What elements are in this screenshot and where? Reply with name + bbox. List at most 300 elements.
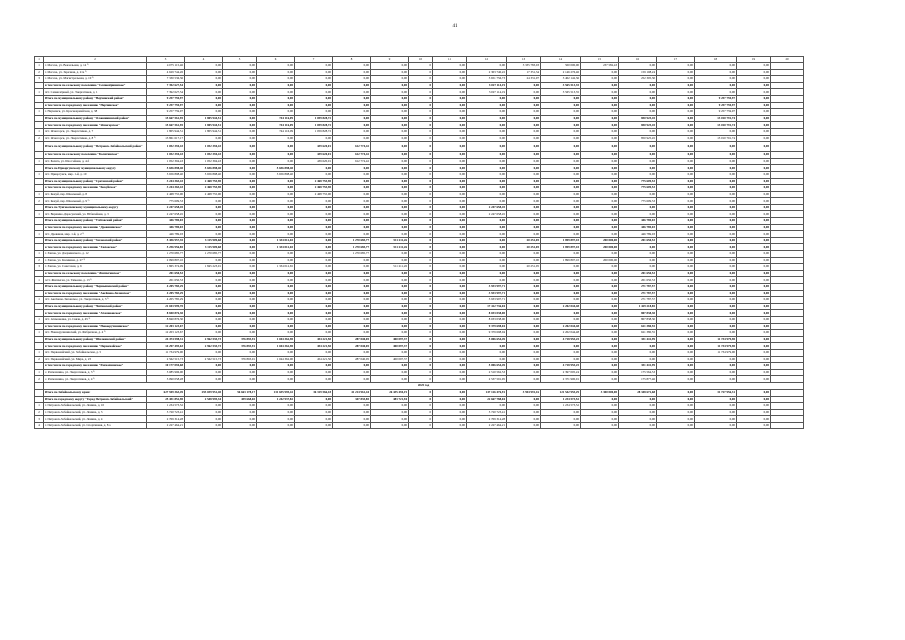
table-cell: 0 xyxy=(409,369,433,376)
table-cell: 4 718 955,25 xyxy=(541,336,581,343)
row-number: 2 xyxy=(35,135,44,142)
row-label: п/ст. Жипхеген, ул. Тимеева, д. 13 ²⁾ xyxy=(44,277,147,284)
table-cell: 17 412 736,04 xyxy=(467,303,507,310)
table-cell: 0,00 xyxy=(185,76,223,83)
table-cell: 0,00 xyxy=(737,76,771,83)
table-cell: 8 033 038,00 xyxy=(467,316,507,323)
table-cell: 0,00 xyxy=(581,211,619,218)
table-cell: 0,00 xyxy=(581,198,619,205)
table-cell: 0 xyxy=(409,158,433,165)
row-label: в том числе по сельскому поселению "Семиозёрнинское" xyxy=(44,82,147,89)
table-cell: 0,00 xyxy=(737,128,771,135)
table-cell: 376 893,91 xyxy=(223,356,257,363)
row-number: 2 xyxy=(35,69,44,76)
row-number: 1 xyxy=(35,171,44,178)
table-cell: 0,00 xyxy=(581,165,619,172)
table-cell: 511 211,26 xyxy=(371,237,409,244)
table-cell: 0,00 xyxy=(737,343,771,350)
table-cell: 0,00 xyxy=(737,251,771,258)
table-cell: 1 270 685,77 xyxy=(147,251,185,258)
table-cell: 5 006 654,49 xyxy=(467,336,507,343)
table-cell xyxy=(771,257,804,264)
table-cell: 0,00 xyxy=(467,142,507,152)
table-cell: 0,00 xyxy=(657,198,695,205)
table-cell: 7 330 536,36 xyxy=(147,76,185,83)
table-cell xyxy=(771,152,804,159)
table-cell xyxy=(771,82,804,89)
table-cell: 0,00 xyxy=(737,356,771,363)
column-number: 14 xyxy=(541,57,581,63)
table-cell: 0,00 xyxy=(185,369,223,376)
row-number xyxy=(35,115,44,122)
table-cell: 0,00 xyxy=(257,178,295,185)
table-cell: 0,00 xyxy=(695,323,737,330)
table-cell: 0,00 xyxy=(737,369,771,376)
table-cell: 0,00 xyxy=(507,303,541,310)
table-cell: 0 xyxy=(409,128,433,135)
table-cell: 612 774,42 xyxy=(333,152,371,159)
table-cell: 347 835,85 xyxy=(333,396,371,403)
table-cell: 627 949 363,49 xyxy=(147,389,185,396)
subtotal-row xyxy=(35,290,804,297)
table-cell: 3 565 513,35 xyxy=(541,89,581,96)
table-cell: 0,00 xyxy=(257,257,295,264)
table-cell: 0,00 xyxy=(619,422,657,429)
table-cell: 0,00 xyxy=(185,198,223,205)
table-cell xyxy=(771,376,804,383)
table-cell: 0,00 xyxy=(507,251,541,258)
table-cell xyxy=(771,211,804,218)
table-cell: 147 126 476,91 xyxy=(467,389,507,396)
table-cell: 0,00 xyxy=(467,185,507,192)
table-cell: 0,00 xyxy=(541,284,581,291)
table-cell: 0,00 xyxy=(433,95,467,102)
table-cell: 0,00 xyxy=(185,211,223,218)
table-cell: 0,00 xyxy=(295,109,333,116)
table-cell: 0 xyxy=(409,152,433,159)
row-label: пгт. Атамановка, ул. Связи, д. 45 ²⁾ xyxy=(44,316,147,323)
table-cell: 0,00 xyxy=(371,330,409,337)
subtotal-row xyxy=(35,323,804,330)
table-cell: 483 721,94 xyxy=(371,396,409,403)
table-cell: 2 468 755,90 xyxy=(185,185,223,192)
table-cell xyxy=(771,63,804,70)
table-cell: 0,00 xyxy=(433,135,467,142)
row-number: 3 xyxy=(35,264,44,271)
subtotal-row xyxy=(35,284,804,291)
subtotal-row xyxy=(35,244,804,251)
table-cell: 0,00 xyxy=(657,257,695,264)
table-cell: 0,00 xyxy=(541,95,581,102)
table-cell: 1 234 573,52 xyxy=(541,403,581,410)
table-cell: 0,00 xyxy=(223,310,257,317)
table-cell: 0 xyxy=(409,142,433,152)
table-cell: 0,00 xyxy=(507,82,541,89)
table-cell: 0,00 xyxy=(657,224,695,231)
table-cell: 0,00 xyxy=(541,218,581,225)
table-cell: 0,00 xyxy=(541,310,581,317)
table-cell: 0,00 xyxy=(737,135,771,142)
table-cell: 775 609,53 xyxy=(147,198,185,205)
table-cell: 0,00 xyxy=(371,297,409,304)
table-cell: 20 251,05 xyxy=(507,244,541,251)
table-cell xyxy=(771,237,804,244)
table-cell: 0,00 xyxy=(581,363,619,370)
table-cell: 201 650,53 xyxy=(619,270,657,277)
table-cell: 0,00 xyxy=(185,422,223,429)
table-cell: 271 787,57 xyxy=(619,284,657,291)
table-cell: 0,00 xyxy=(619,89,657,96)
table-cell: 0,00 xyxy=(433,409,467,416)
table-cell: 0,00 xyxy=(657,376,695,383)
table-cell: 0,00 xyxy=(581,290,619,297)
table-cell: 0,00 xyxy=(737,244,771,251)
table-cell: 0,00 xyxy=(737,316,771,323)
table-cell: 0,00 xyxy=(433,264,467,271)
table-cell: 0,00 xyxy=(657,336,695,343)
table-cell: 0,00 xyxy=(467,109,507,116)
table-cell: 0 xyxy=(409,185,433,192)
table-cell: 0,00 xyxy=(507,270,541,277)
table-cell: 13 010 791,74 xyxy=(695,122,737,129)
row-label: Итого по муниципальному району "Хилокский район" xyxy=(44,237,147,244)
table-cell: 0 xyxy=(409,76,433,83)
row-number: 1 xyxy=(35,191,44,198)
table-cell: 0,00 xyxy=(467,244,507,251)
table-cell: 0,00 xyxy=(185,257,223,264)
table-cell: 0,00 xyxy=(223,264,257,271)
table-cell: 0,00 xyxy=(619,396,657,403)
table-cell: 0,00 xyxy=(433,198,467,205)
table-cell: 2 548 995,34 xyxy=(185,396,223,403)
table-cell: 0,00 xyxy=(257,142,295,152)
table-cell: 0,00 xyxy=(737,142,771,152)
row-number xyxy=(35,142,44,152)
table-cell: 0,00 xyxy=(657,396,695,403)
table-cell: 0,00 xyxy=(657,389,695,396)
table-cell: 0,00 xyxy=(295,198,333,205)
table-cell: 0,00 xyxy=(333,204,371,211)
table-cell: 2 562 515,73 xyxy=(147,356,185,363)
table-cell: 0,00 xyxy=(185,403,223,410)
table-cell: 0,00 xyxy=(333,257,371,264)
table-cell: 0,00 xyxy=(295,323,333,330)
table-cell: 0,00 xyxy=(507,89,541,96)
table-cell: 0,00 xyxy=(657,135,695,142)
table-cell: 13 010 791,74 xyxy=(695,135,737,142)
table-cell: 4 718 955,25 xyxy=(541,363,581,370)
year-row xyxy=(35,382,804,389)
table-cell: 0,00 xyxy=(507,142,541,152)
table-cell: 0,00 xyxy=(223,369,257,376)
table-cell: 0,00 xyxy=(295,409,333,416)
table-cell: 0,00 xyxy=(433,251,467,258)
table-cell: 0,00 xyxy=(737,171,771,178)
row-label: в том числе по сельскому поселению "Балягинское" xyxy=(44,152,147,159)
table-cell: 0,00 xyxy=(507,323,541,330)
table-cell: 0,00 xyxy=(657,349,695,356)
column-number: 7 xyxy=(295,57,333,63)
row-label: г. Хилок, ул. Советская, д. 6 xyxy=(44,264,147,271)
table-cell: 0,00 xyxy=(507,128,541,135)
table-cell: 0,00 xyxy=(257,152,295,159)
table-cell: 0,00 xyxy=(695,257,737,264)
table-cell: 0 xyxy=(409,389,433,396)
subtotal-row xyxy=(35,389,804,396)
table-cell: 0,00 xyxy=(185,284,223,291)
table-row xyxy=(35,422,804,429)
table-cell: 0,00 xyxy=(657,89,695,96)
table-cell: 0,00 xyxy=(507,158,541,165)
table-cell: 0,00 xyxy=(467,102,507,109)
table-cell: 0,00 xyxy=(507,109,541,116)
row-label: в том числе по городскому поселению "Кокуйское" xyxy=(44,185,147,192)
table-cell: 0,00 xyxy=(737,422,771,429)
table-cell: 0,00 xyxy=(737,409,771,416)
table-cell: 0,00 xyxy=(507,231,541,238)
table-cell xyxy=(771,316,804,323)
table-cell: 0,00 xyxy=(507,135,541,142)
table-cell: 0 xyxy=(409,336,433,343)
table-cell: 3 335 783,03 xyxy=(507,63,541,70)
table-cell xyxy=(771,251,804,258)
table-cell: 0,00 xyxy=(371,363,409,370)
table-cell: 0,00 xyxy=(657,204,695,211)
row-label: с. Размахнино, ул. Энергетиков, д. 3 ²⁾ xyxy=(44,369,147,376)
row-number: 2 xyxy=(35,409,44,416)
table-cell: 0,00 xyxy=(223,142,257,152)
table-cell: 12 203 123,67 xyxy=(147,330,185,337)
table-cell: 0,00 xyxy=(581,191,619,198)
table-cell: 0,00 xyxy=(185,69,223,76)
table-cell: 0,00 xyxy=(223,224,257,231)
table-cell: 56 663 178,17 xyxy=(223,389,257,396)
table-cell: 0 xyxy=(409,323,433,330)
table-cell: 0,00 xyxy=(295,251,333,258)
table-cell: 0,00 xyxy=(295,165,333,172)
table-cell: 0,00 xyxy=(333,95,371,102)
table-cell xyxy=(771,297,804,304)
table-cell: 439 620,01 xyxy=(295,158,333,165)
table-cell: 2 709 314,28 xyxy=(147,416,185,423)
table-cell: 0,00 xyxy=(507,336,541,343)
table-cell: 1 270 685,77 xyxy=(333,244,371,251)
table-cell: 5 006 654,49 xyxy=(467,363,507,370)
table-cell: 2 468 755,90 xyxy=(295,178,333,185)
table-cell: 511 211,26 xyxy=(371,244,409,251)
table-cell: 1 805 944,51 xyxy=(185,122,223,129)
table-cell: 11 734 979,90 xyxy=(695,343,737,350)
table-row xyxy=(35,76,804,83)
table-cell: 0,00 xyxy=(371,198,409,205)
table-cell: 0,00 xyxy=(185,63,223,70)
page-number: 41 xyxy=(452,24,458,29)
table-row xyxy=(35,128,804,135)
table-cell: 0 xyxy=(409,422,433,429)
table-cell: 0,00 xyxy=(467,63,507,70)
table-cell: 14 297 495,63 xyxy=(147,343,185,350)
table-cell: 5 720 723,41 xyxy=(467,409,507,416)
subtotal-row xyxy=(35,95,804,102)
table-cell: 0,00 xyxy=(541,290,581,297)
table-cell: 446 789,03 xyxy=(147,231,185,238)
table-cell: 0,00 xyxy=(257,185,295,192)
table-cell: 3 933 997,71 xyxy=(467,290,507,297)
table-cell: 0,00 xyxy=(433,158,467,165)
row-number xyxy=(35,82,44,89)
table-cell: 0,00 xyxy=(695,284,737,291)
table-cell: 0,00 xyxy=(581,284,619,291)
table-cell: 0,00 xyxy=(223,109,257,116)
table-cell: 3 115 909,68 xyxy=(185,237,223,244)
table-cell xyxy=(35,382,44,389)
table-cell: 0,00 xyxy=(581,158,619,165)
table-cell: 0,00 xyxy=(737,277,771,284)
table-cell: 0 xyxy=(409,284,433,291)
table-cell: 0,00 xyxy=(333,303,371,310)
table-cell: 1 805 944,51 xyxy=(147,128,185,135)
table-cell: 0,00 xyxy=(223,165,257,172)
table-cell: 0,00 xyxy=(223,231,257,238)
table-cell: 0,00 xyxy=(581,310,619,317)
table-cell: 446 789,03 xyxy=(147,224,185,231)
row-label: в том числе по городскому поселению "Первомайское" xyxy=(44,343,147,350)
table-cell: 0,00 xyxy=(185,89,223,96)
table-cell: 0,00 xyxy=(541,115,581,122)
table-cell: 0,00 xyxy=(541,171,581,178)
table-cell: 0,00 xyxy=(467,191,507,198)
table-cell xyxy=(771,142,804,152)
table-row xyxy=(35,231,804,238)
table-row xyxy=(35,257,804,264)
table-cell: 0,00 xyxy=(581,95,619,102)
table-cell: 2 962 535,73 xyxy=(185,343,223,350)
table-cell: 3 933 997,71 xyxy=(467,284,507,291)
column-number: 5 xyxy=(223,57,257,63)
table-cell: 0,00 xyxy=(257,284,295,291)
table-cell: 3 933 997,71 xyxy=(467,297,507,304)
row-number xyxy=(35,363,44,370)
table-cell: 0,00 xyxy=(223,122,257,129)
table-cell: 0,00 xyxy=(433,297,467,304)
table-cell: 0,00 xyxy=(371,270,409,277)
table-cell: 0,00 xyxy=(695,128,737,135)
row-number: 2 xyxy=(35,198,44,205)
table-cell: 0,00 xyxy=(223,178,257,185)
table-cell: 0,00 xyxy=(433,323,467,330)
row-label: г. Могоча, ул. Вокзальная, д. 14 ²⁾ xyxy=(44,63,147,70)
table-cell: 0,00 xyxy=(371,416,409,423)
table-cell: 0,00 xyxy=(371,218,409,225)
table-cell: 0,00 xyxy=(371,251,409,258)
table-cell: 0,00 xyxy=(223,244,257,251)
subtotal-row xyxy=(35,122,804,129)
table-cell: 0,00 xyxy=(619,356,657,363)
table-cell: 0,00 xyxy=(223,422,257,429)
table-cell: 0,00 xyxy=(695,376,737,383)
table-cell: 0,00 xyxy=(581,69,619,76)
table-cell: 2 247 658,45 xyxy=(147,211,185,218)
table-cell: 1 052 394,43 xyxy=(185,152,223,159)
table-cell: 0,00 xyxy=(581,369,619,376)
table-cell: 0,00 xyxy=(433,185,467,192)
row-label: пгт. Приаргунск, мкр. 1-й, д. 10 xyxy=(44,171,147,178)
table-cell: 0,00 xyxy=(657,409,695,416)
table-cell: 0 xyxy=(409,191,433,198)
table-row xyxy=(35,171,804,178)
table-cell: 0,00 xyxy=(467,95,507,102)
table-cell: 0,00 xyxy=(433,369,467,376)
table-cell: 0,00 xyxy=(295,403,333,410)
table-cell: 850 925,45 xyxy=(619,122,657,129)
table-cell: 0,00 xyxy=(541,297,581,304)
table-cell: 0,00 xyxy=(581,115,619,122)
table-cell xyxy=(771,277,804,284)
table-cell: 0,00 xyxy=(371,284,409,291)
row-number: 1 xyxy=(35,158,44,165)
table-cell: 0,00 xyxy=(695,409,737,416)
table-cell: 0,00 xyxy=(507,409,541,416)
table-cell: 0,00 xyxy=(257,290,295,297)
row-number xyxy=(35,165,44,172)
table-cell: 0,00 xyxy=(581,416,619,423)
table-cell: 0,00 xyxy=(695,277,737,284)
row-label: в том числе по городскому поселению "Хилокское" xyxy=(44,244,147,251)
table-cell: 0,00 xyxy=(295,211,333,218)
table-cell: 0,00 xyxy=(737,158,771,165)
table-cell: 1 845 223,91 xyxy=(185,264,223,271)
table-cell: 0,00 xyxy=(581,396,619,403)
table-cell: 0,00 xyxy=(223,409,257,416)
table-cell: 0,00 xyxy=(541,316,581,323)
table-cell: 0,00 xyxy=(257,310,295,317)
table-cell: 0,00 xyxy=(433,231,467,238)
table-cell: 0,00 xyxy=(657,82,695,89)
table-cell: 9 257 759,97 xyxy=(695,95,737,102)
table-cell xyxy=(771,270,804,277)
table-cell: 293 039 951,40 xyxy=(185,389,223,396)
table-cell: 0,00 xyxy=(657,264,695,271)
table-cell: 21 043 999,70 xyxy=(147,303,185,310)
table-cell: 0,00 xyxy=(333,82,371,89)
table-cell: 0,00 xyxy=(371,63,409,70)
table-cell: 446 789,03 xyxy=(619,231,657,238)
table-cell: 0,00 xyxy=(185,323,223,330)
table-cell: 0,00 xyxy=(507,396,541,403)
table-cell xyxy=(771,158,804,165)
table-cell: 0,00 xyxy=(657,284,695,291)
table-cell: 0,00 xyxy=(541,356,581,363)
table-cell: 0,00 xyxy=(223,152,257,159)
table-cell: 351 441,99 xyxy=(619,363,657,370)
table-cell: 0,00 xyxy=(581,204,619,211)
table-cell: 0,00 xyxy=(295,284,333,291)
table-cell xyxy=(771,128,804,135)
table-cell: 0,00 xyxy=(737,237,771,244)
table-row xyxy=(35,158,804,165)
table-cell: 612 774,42 xyxy=(333,142,371,152)
table-cell: 0 xyxy=(409,115,433,122)
table-cell: 1 052 394,43 xyxy=(185,158,223,165)
table-cell: 0,00 xyxy=(295,310,333,317)
table-cell: 0,00 xyxy=(295,231,333,238)
table-cell: 0 xyxy=(409,178,433,185)
table-cell: 0,00 xyxy=(257,376,295,383)
table-cell: 1 270 685,77 xyxy=(333,251,371,258)
table-row xyxy=(35,69,804,76)
table-cell: 0,00 xyxy=(223,323,257,330)
table-row xyxy=(35,191,804,198)
